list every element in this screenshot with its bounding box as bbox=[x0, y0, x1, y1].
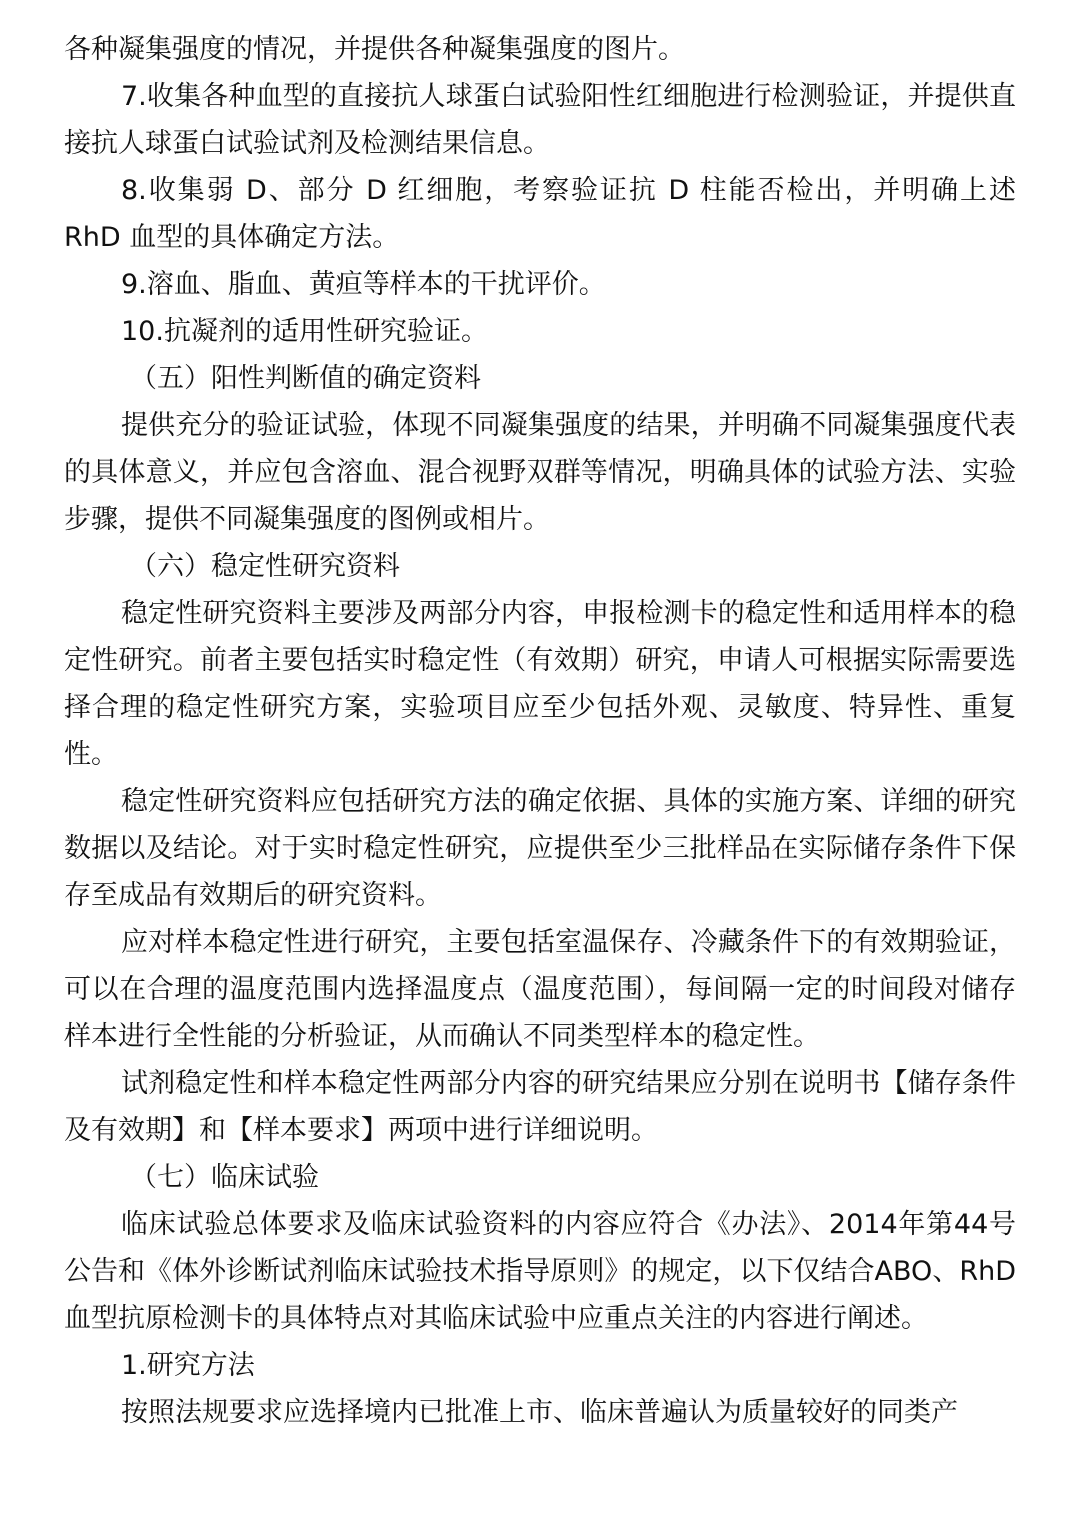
paragraph-clinical-trial: 临床试验总体要求及临床试验资料的内容应符合《办法》、2014年第44号公告和《体外诊断试剂临床试验技术指导原则》的规定，以下仅结合ABO、RhD血型抗原检测卡的具体特点对其临床试验中应重点关注的内容进行阐述。 bbox=[64, 1209, 1016, 1334]
paragraph-stability-intro: 稳定性研究资料主要涉及两部分内容，申报检测卡的稳定性和适用样本的稳定性研究。前者主要包括实时稳定性（有效期）研究，申请人可根据实际需要选择合理的稳定性研究方案，实验项目应至少包括外观、灵敏度、特异性、重复性。 bbox=[64, 598, 1016, 770]
paragraph-continuation: 各种凝集强度的情况，并提供各种凝集强度的图片。 bbox=[64, 34, 685, 65]
subheading-research-method: 1.研究方法 bbox=[121, 1350, 255, 1381]
paragraph-item-7: 7.收集各种血型的直接抗人球蛋白试验阳性红细胞进行检测验证，并提供直接抗人球蛋白试验试剂及检测结果信息。 bbox=[64, 81, 1016, 159]
paragraph-sample-stability: 应对样本稳定性进行研究，主要包括室温保存、冷藏条件下的有效期验证，可以在合理的温度范围内选择温度点（温度范围），每间隔一定的时间段对储存样本进行全性能的分析验证，从而确认不同类型样本的稳定性。 bbox=[64, 927, 1016, 1052]
paragraph-item-10: 10.抗凝剂的适用性研究验证。 bbox=[121, 316, 488, 347]
paragraph-positive-cutoff: 提供充分的验证试验，体现不同凝集强度的结果，并明确不同凝集强度代表的具体意义，并应包含溶血、混合视野双群等情况，明确具体的试验方法、实验步骤，提供不同凝集强度的图例或相片。 bbox=[64, 410, 1016, 535]
section-heading-5: （五）阳性判断值的确定资料 bbox=[130, 363, 481, 394]
section-heading-6: （六）稳定性研究资料 bbox=[130, 551, 400, 582]
paragraph-stability-content: 稳定性研究资料应包括研究方法的确定依据、具体的实施方案、详细的研究数据以及结论。对于实时稳定性研究，应提供至少三批样品在实际储存条件下保存至成品有效期后的研究资料。 bbox=[64, 786, 1016, 911]
paragraph-item-9: 9.溶血、脂血、黄疸等样本的干扰评价。 bbox=[121, 269, 606, 300]
section-heading-7: （七）临床试验 bbox=[130, 1162, 319, 1193]
paragraph-item-8: 8.收集弱 D、部分 D 红细胞，考察验证抗 D 柱能否检出，并明确上述 RhD 血型的具体确定方法。 bbox=[64, 175, 1016, 253]
paragraph-research-method: 按照法规要求应选择境内已批准上市、临床普遍认为质量较好的同类产 bbox=[121, 1397, 958, 1428]
paragraph-stability-results: 试剂稳定性和样本稳定性两部分内容的研究结果应分别在说明书【储存条件及有效期】和【样本要求】两项中进行详细说明。 bbox=[64, 1068, 1016, 1146]
